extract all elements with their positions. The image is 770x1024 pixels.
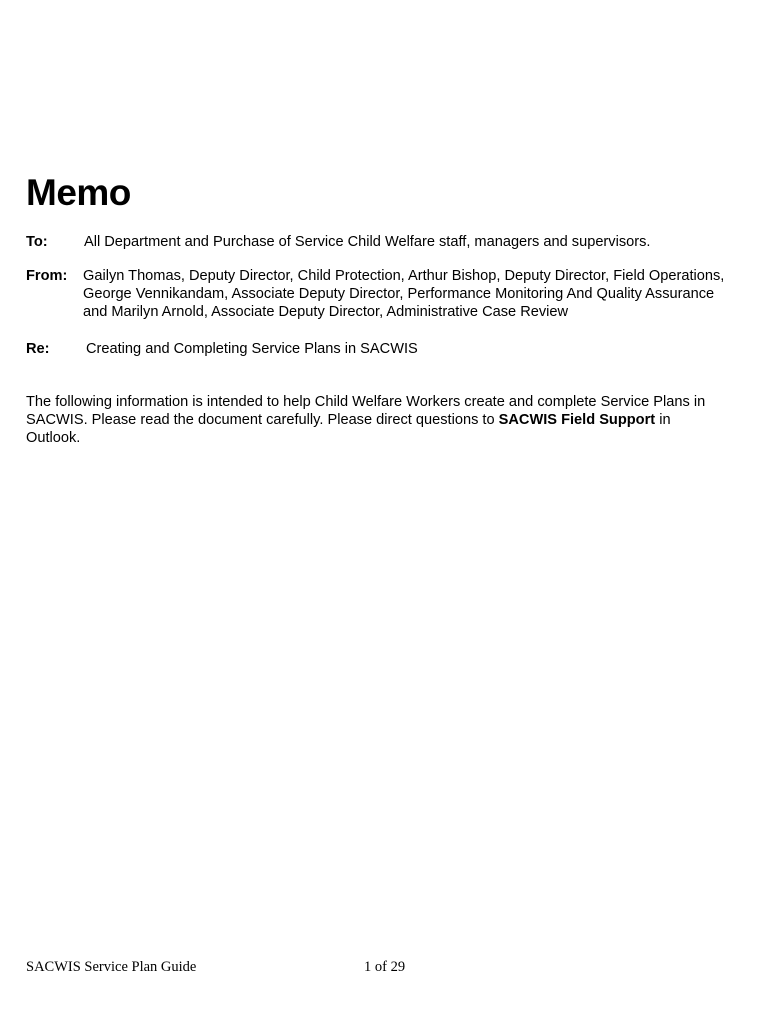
re-value: Creating and Completing Service Plans in SACWIS <box>86 341 418 357</box>
body-text-intro: The following information is intended to help Child Welfare Workers create and complete Service Plans in SACWIS. Please read the document carefully. Please direct questions to <box>26 394 706 428</box>
from-value: Gailyn Thomas, Deputy Director, Child Protection, Arthur Bishop, Deputy Director, Field Operations, George Vennikandam, Associate Deputy Director, Performance Monitoring And Quality Assurance and Marilyn Arnold, Associate Deputy Director, Administrative Case Review <box>83 268 725 320</box>
footer-page-number: 1 of 29 <box>364 959 406 975</box>
body-paragraph <box>26 393 726 447</box>
memo-title: Memo <box>26 172 131 213</box>
from-label: From: <box>26 268 68 284</box>
to-label: To: <box>26 234 48 250</box>
support-contact-name: SACWIS Field Support <box>498 412 656 428</box>
footer-document-title: SACWIS Service Plan Guide <box>26 959 197 975</box>
re-label: Re: <box>26 341 50 357</box>
to-value: All Department and Purchase of Service Child Welfare staff, managers and supervisors. <box>84 234 651 250</box>
body-text-end: in Outlook. <box>26 412 671 446</box>
